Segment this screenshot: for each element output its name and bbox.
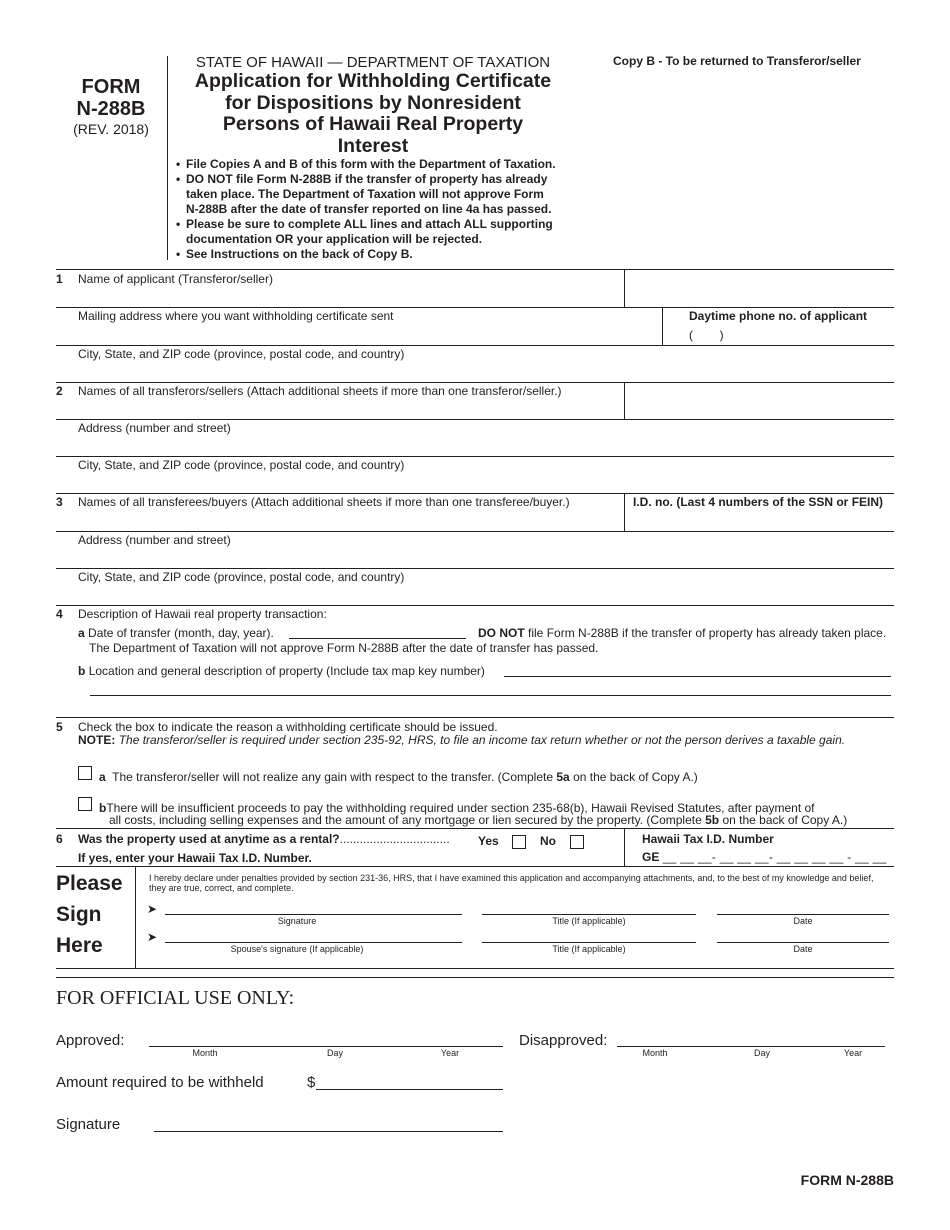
spouse-date-caption: Date <box>793 944 813 954</box>
signature-caption: Signature <box>277 916 317 926</box>
form-number: N-288B <box>76 98 146 120</box>
approved-month-caption: Month <box>192 1048 218 1058</box>
rule <box>504 676 891 677</box>
line-5-note <box>78 733 845 747</box>
disapproved-day-caption: Day <box>753 1048 770 1058</box>
tax-id-prefix: GE <box>642 850 660 864</box>
title-line: Application for Withholding Certificate <box>194 70 552 92</box>
checkbox-rental-no[interactable] <box>570 835 584 849</box>
transferees-city-field[interactable] <box>76 585 892 605</box>
line-number: 5 <box>56 720 63 734</box>
form-title <box>172 71 574 157</box>
official-signature-field[interactable] <box>154 1115 503 1131</box>
rule <box>56 605 894 606</box>
official-use-heading: FOR OFFICIAL USE ONLY: <box>56 987 295 1009</box>
phone-parens: ( ) <box>689 328 724 342</box>
rule <box>617 1046 885 1047</box>
rule <box>662 307 663 345</box>
rule <box>56 269 894 270</box>
official-signature-label: Signature <box>56 1116 121 1133</box>
title-caption: Title (If applicable) <box>552 916 626 926</box>
rule <box>624 828 625 866</box>
line-5b-ref: 5b <box>705 813 720 827</box>
spouse-signature-field[interactable] <box>165 926 462 942</box>
footer-form-id: FORM N-288B <box>800 1172 894 1188</box>
transferors-address-label: Address (number and street) <box>78 421 231 435</box>
transferors-city-label: City, State, and ZIP code (province, postal code, and country) <box>78 458 405 472</box>
dollar-sign: $ <box>307 1074 316 1091</box>
hawaii-tax-id-field[interactable] <box>662 847 882 864</box>
date-of-transfer-field[interactable] <box>289 622 466 638</box>
line-5-instruction: Check the box to indicate the reason a withholding certificate should be issued. <box>78 720 498 734</box>
line-4a-label <box>78 626 274 640</box>
rule <box>717 942 889 943</box>
transferees-names-field[interactable] <box>76 510 622 530</box>
rule <box>624 493 625 531</box>
checkbox-5a[interactable] <box>78 766 92 780</box>
here-label: Here <box>56 934 103 957</box>
form-word: FORM <box>81 76 141 98</box>
line-5a-tail: on the back of Copy A.) <box>573 770 698 784</box>
rule <box>56 866 894 867</box>
disapproved-year-caption: Year <box>843 1048 863 1058</box>
rule <box>624 382 625 419</box>
rental-question-text: Was the property used at anytime as a rental? <box>78 832 340 846</box>
rule <box>56 345 894 346</box>
arrow-icon: ➤ <box>147 930 158 944</box>
property-description-field[interactable] <box>90 679 891 695</box>
line-4b-text: Location and general description of property (Include tax map key number) <box>88 664 485 678</box>
line-5a-ref: 5a <box>556 770 570 784</box>
amount-withheld-label: Amount required to be withheld <box>56 1074 264 1091</box>
bullet-text: taken place. The Department of Taxation will not approve Form <box>186 187 544 201</box>
line-number: 2 <box>56 384 63 398</box>
line-5b-tail: on the back of Copy A.) <box>722 813 848 827</box>
transferees-names-label: Names of all transferees/buyers (Attach additional sheets if more than one transferee/buyer.) <box>78 495 570 509</box>
transferees-address-label: Address (number and street) <box>78 533 231 547</box>
form-revision: (REV. 2018) <box>73 121 149 137</box>
hawaii-tax-id-label: Hawaii Tax I.D. Number <box>642 832 774 846</box>
line-number: 3 <box>56 495 63 509</box>
transferors-names-field[interactable] <box>76 399 622 419</box>
signature-field[interactable] <box>165 898 462 914</box>
bullet-text: DO NOT file Form N-288B if the transfer of property has already <box>186 172 548 186</box>
applicant-name-field[interactable] <box>76 286 622 306</box>
transferees-address-field[interactable] <box>76 548 892 568</box>
approved-date-field[interactable] <box>149 1030 503 1046</box>
property-location-field[interactable] <box>504 660 891 676</box>
line-number: 4 <box>56 607 63 621</box>
line-5a-letter: a <box>99 770 106 784</box>
sign-label: Sign <box>56 903 102 926</box>
transferees-city-label: City, State, and ZIP code (province, postal code, and country) <box>78 570 405 584</box>
rental-question <box>78 832 450 846</box>
bullet-text: documentation OR your application will be rejected. <box>186 232 483 246</box>
rule <box>624 269 625 307</box>
line-4a-warning <box>478 626 886 640</box>
declaration-text: I hereby declare under penalties provided by section 231-36, HRS, that I have examined this application and accompanying attachments, and, to the best of my knowledge and belief, they are true, correct, and complete. <box>149 873 874 893</box>
rule <box>165 914 462 915</box>
transaction-description-label: Description of Hawaii real property transaction: <box>78 607 327 621</box>
header-divider <box>167 56 168 260</box>
bullet-text: N-288B after the date of transfer reported on line 4a has passed. <box>186 202 552 216</box>
warning-text: file Form N-288B if the transfer of property has already taken place. <box>528 626 887 640</box>
rule <box>90 695 891 696</box>
checkbox-rental-yes[interactable] <box>512 835 526 849</box>
note-label: NOTE: <box>78 733 116 747</box>
amount-withheld-field[interactable] <box>316 1073 503 1089</box>
mailing-address-label: Mailing address where you want withholding certificate sent <box>78 309 394 323</box>
if-yes-label: If yes, enter your Hawaii Tax I.D. Number. <box>78 851 312 865</box>
rule <box>56 307 894 308</box>
rule <box>56 456 894 457</box>
approved-day-caption: Day <box>326 1048 343 1058</box>
bullet-text: Please be sure to complete ALL lines and attach ALL supporting <box>186 217 553 231</box>
bullet-text: File Copies A and B of this form with the Department of Taxation. <box>186 157 556 171</box>
rule <box>289 638 466 639</box>
title-line: Persons of Hawaii Real Property <box>222 113 524 135</box>
mailing-address-field[interactable] <box>76 324 660 344</box>
rule <box>56 977 894 978</box>
line-4a-note: The Department of Taxation will not approve Form N-288B after the date of transfer has passed. <box>89 641 599 655</box>
transferees-id-field[interactable] <box>626 511 892 530</box>
rule <box>56 568 894 569</box>
rule <box>149 1046 503 1047</box>
rule <box>135 866 136 968</box>
disapproved-month-caption: Month <box>642 1048 668 1058</box>
rule <box>482 942 696 943</box>
spouse-title-field[interactable] <box>482 926 696 942</box>
applicant-name-label: Name of applicant (Transferor/seller) <box>78 272 273 286</box>
line-4b-letter: b <box>78 664 86 678</box>
line-5a-text <box>99 770 698 784</box>
line-4a-text: Date of transfer (month, day, year). <box>88 626 274 640</box>
rule <box>154 1131 503 1132</box>
transferors-address-field[interactable] <box>76 436 892 456</box>
yes-label: Yes <box>478 834 499 848</box>
leader-dots: ................................. <box>339 832 450 846</box>
title-line: for Dispositions by Nonresident <box>225 91 521 114</box>
warning-bold: DO NOT <box>478 626 525 640</box>
transferors-names-label: Names of all transferors/sellers (Attach additional sheets if more than one transferor/seller.) <box>78 384 562 398</box>
instruction-bullets: • File Copies A and B of this form with the Department of Taxation. • DO NOT file Form N-288B if the transfer of property has already taken place. The Department of Taxation will not approve Form N-288B after the date of transfer reported on line 4a has passed. • Please be sure to complete ALL lines and attach ALL supporting documentation OR your application will be rejected. • See Instructions on the back of Copy B. <box>176 157 556 261</box>
copy-note: Copy B - To be returned to Transferor/seller <box>613 54 861 68</box>
approved-label: Approved: <box>56 1032 125 1049</box>
rule <box>165 942 462 943</box>
transferees-id-label: I.D. no. (Last 4 numbers of the SSN or FEIN) <box>633 495 884 509</box>
line-5a-body: The transferor/seller will not realize any gain with respect to the transfer. (Complete <box>112 770 554 784</box>
line-4b-label <box>78 664 485 678</box>
rule <box>56 382 894 383</box>
agency-name: STATE OF HAWAII — DEPARTMENT OF TAXATION <box>195 54 551 71</box>
approved-year-caption: Year <box>440 1048 460 1058</box>
date-caption: Date <box>793 916 813 926</box>
phone-label: Daytime phone no. of applicant <box>689 309 868 323</box>
line-4a-letter: a <box>78 626 85 640</box>
no-label: No <box>540 834 556 848</box>
applicant-city-field[interactable] <box>76 362 892 382</box>
line-5b-body-2: all costs, including selling expenses and the amount of any mortgage or lien secured by the property. (Complete <box>109 813 702 827</box>
title-field[interactable] <box>482 898 696 914</box>
rule <box>56 717 894 718</box>
spouse-signature-caption: Spouse's signature (If applicable) <box>230 944 364 954</box>
line-5b-text-2 <box>109 813 847 827</box>
disapproved-label: Disapproved: <box>519 1032 608 1049</box>
applicant-city-label: City, State, and ZIP code (province, postal code, and country) <box>78 347 405 361</box>
rule <box>56 419 894 420</box>
line-number: 1 <box>56 272 63 286</box>
transferors-id-field[interactable] <box>626 384 892 418</box>
please-label: Please <box>56 872 123 895</box>
checkbox-5b[interactable] <box>78 797 92 811</box>
spouse-title-caption: Title (If applicable) <box>552 944 626 954</box>
date-field[interactable] <box>717 898 889 914</box>
note-text: The transferor/seller is required under section 235-92, HRS, to file an income tax return whether or not the person derives a taxable gain. <box>118 733 846 747</box>
transferors-city-field[interactable] <box>76 473 892 493</box>
rule <box>717 914 889 915</box>
rule <box>56 493 894 494</box>
line-5b-letter: b <box>99 801 107 815</box>
disapproved-date-field[interactable] <box>617 1030 885 1046</box>
bullet-text: See Instructions on the back of Copy B. <box>186 247 413 261</box>
rule <box>56 828 894 829</box>
rule <box>56 968 894 969</box>
phone-field[interactable] <box>700 326 890 343</box>
applicant-id-field[interactable] <box>626 271 892 306</box>
rule <box>56 531 894 532</box>
line-number: 6 <box>56 832 63 846</box>
spouse-date-field[interactable] <box>717 926 889 942</box>
tax-id-blanks: __ __ __- __ __ __- __ __ __ __ - __ __ <box>662 850 887 864</box>
rule <box>316 1089 503 1090</box>
rule <box>482 914 696 915</box>
arrow-icon: ➤ <box>147 902 158 916</box>
line-5b-body: There will be insufficient proceeds to pay the withholding required under section 235-68(b), Hawaii Revised Statutes, after payment of <box>106 801 815 815</box>
title-line: Interest <box>337 134 409 157</box>
